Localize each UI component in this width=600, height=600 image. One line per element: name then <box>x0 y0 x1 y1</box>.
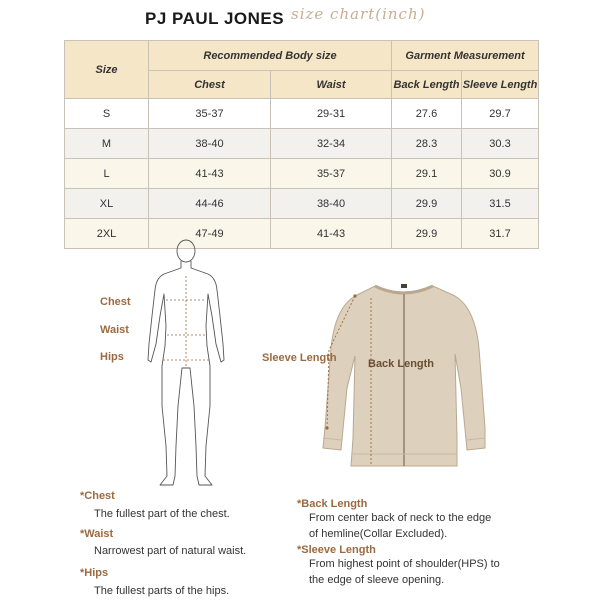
cell-chest: 47-49 <box>149 219 271 249</box>
definition-title-sleeve-length: *Sleeve Length <box>297 544 376 556</box>
definition-text-back-length-line1: From center back of neck to the edge <box>309 512 492 524</box>
cell-sleeve-length: 30.9 <box>462 159 539 189</box>
table-row <box>65 189 539 219</box>
size-header: Size <box>65 41 149 99</box>
cell-sleeve-length: 30.3 <box>462 129 539 159</box>
cell-waist: 35-37 <box>271 159 392 189</box>
table-row <box>65 99 539 129</box>
cell-chest: 41-43 <box>149 159 271 189</box>
cell-sleeve-length: 29.7 <box>462 99 539 129</box>
cell-chest: 44-46 <box>149 189 271 219</box>
cell-back-length: 29.9 <box>392 219 462 249</box>
cardigan-illustration <box>315 278 495 478</box>
cell-size: S <box>65 99 149 129</box>
cell-back-length: 29.9 <box>392 189 462 219</box>
definition-text-waist: Narrowest part of natural waist. <box>94 545 247 557</box>
column-header-chest: Chest <box>149 71 271 99</box>
definition-text-chest: The fullest part of the chest. <box>94 508 230 520</box>
definition-title-hips: *Hips <box>80 567 109 579</box>
body-label-chest: Chest <box>100 296 131 308</box>
table-row <box>65 159 539 189</box>
brand-name: PJ PAUL JONES <box>145 9 285 28</box>
cell-back-length: 29.1 <box>392 159 462 189</box>
body-label-waist: Waist <box>100 324 129 336</box>
cell-waist: 38-40 <box>271 189 392 219</box>
table-row <box>65 219 539 249</box>
group-header-body: Recommended Body size <box>149 41 392 71</box>
cell-size: XL <box>65 189 149 219</box>
cell-size: L <box>65 159 149 189</box>
column-header-sleeve-length: Sleeve Length <box>462 71 539 99</box>
group-header-garment: Garment Measurement <box>392 41 539 71</box>
column-header-back-length: Back Length <box>392 71 462 99</box>
cell-waist: 29-31 <box>271 99 392 129</box>
cell-size: M <box>65 129 149 159</box>
garment-label-sleeve-length: Sleeve Length <box>262 352 337 364</box>
cell-back-length: 27.6 <box>392 99 462 129</box>
cell-chest: 38-40 <box>149 129 271 159</box>
definition-title-waist: *Waist <box>80 528 114 540</box>
size-chart-script-title: size chart(inch) <box>291 5 426 23</box>
table-row <box>65 129 539 159</box>
column-header-waist: Waist <box>271 71 392 99</box>
definition-text-sleeve-length-line2: the edge of sleeve opening. <box>309 574 445 586</box>
definition-text-hips: The fullest parts of the hips. <box>94 585 230 597</box>
garment-label-back-length: Back Length <box>368 358 435 370</box>
body-outline-illustration <box>140 236 240 496</box>
body-label-hips: Hips <box>100 351 124 363</box>
definition-text-back-length-line2: of hemline(Collar Excluded). <box>309 528 448 540</box>
definition-text-sleeve-length-line1: From highest point of shoulder(HPS) to <box>309 558 500 570</box>
definition-title-back-length: *Back Length <box>297 498 368 510</box>
cell-waist: 32-34 <box>271 129 392 159</box>
cell-chest: 35-37 <box>149 99 271 129</box>
cell-sleeve-length: 31.5 <box>462 189 539 219</box>
cell-waist: 41-43 <box>271 219 392 249</box>
chart-header <box>0 0 600 38</box>
size-table <box>64 40 539 249</box>
cell-size: 2XL <box>65 219 149 249</box>
cell-back-length: 28.3 <box>392 129 462 159</box>
cell-sleeve-length: 31.7 <box>462 219 539 249</box>
definition-title-chest: *Chest <box>80 490 115 502</box>
